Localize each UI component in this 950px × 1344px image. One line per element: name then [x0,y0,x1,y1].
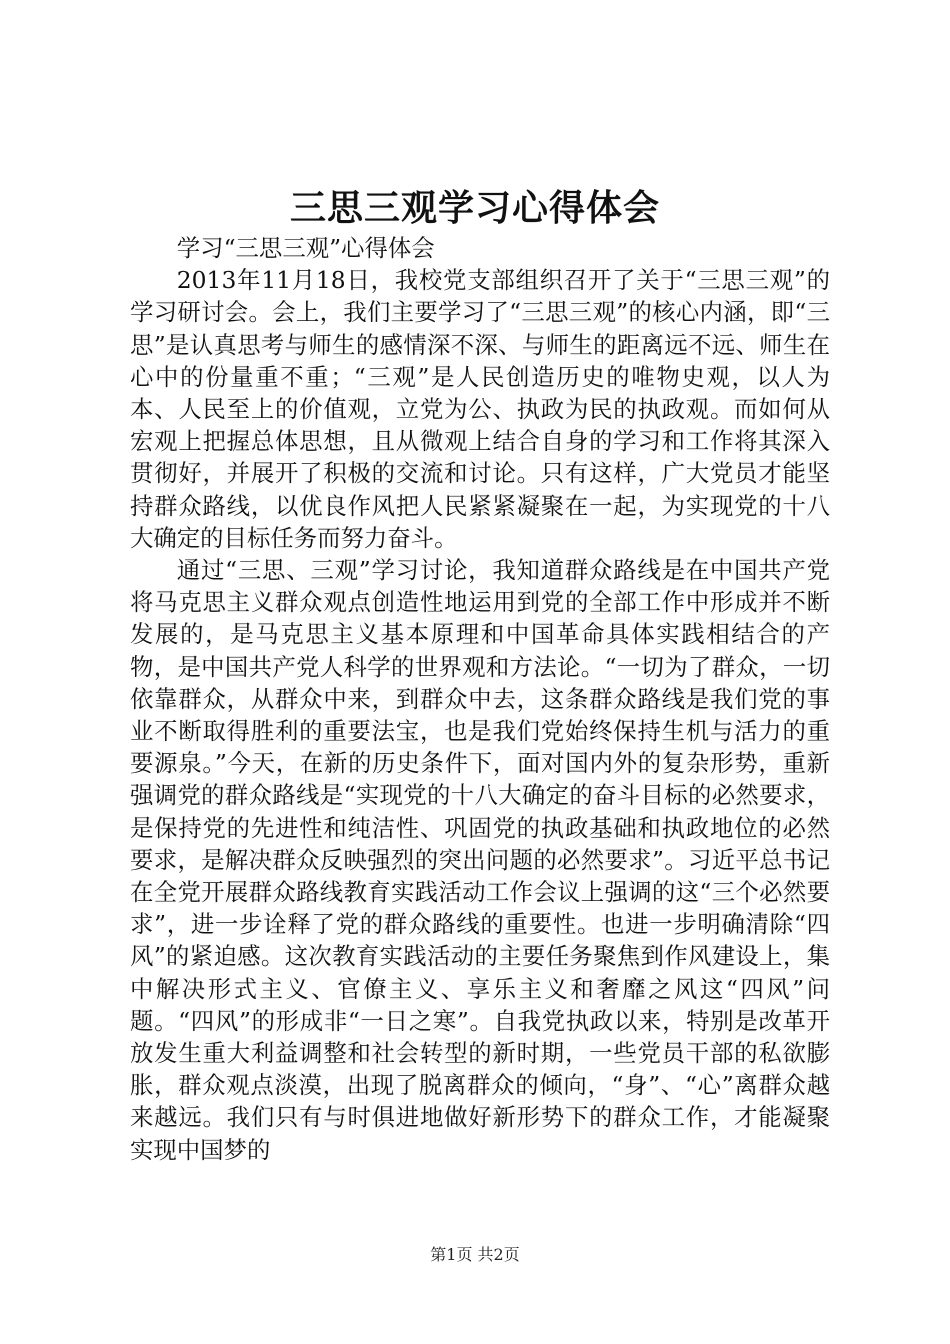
page-number-footer: 第1页 共2页 [430,1245,520,1264]
document-body [130,232,830,1166]
body-paragraph: 2013年11月18日，我校党支部组织召开了关于“三思三观”的学习研讨会。会上，我们主要学习了“三思三观”的核心内涵，即“三思”是认真思考与师生的感情深不深、与师生的距离远不远、师生在心中的份量重不重；“三观”是人民创造历史的唯物史观，以人为本、人民至上的价值观，立党为公、执政为民的执政观。而如何从宏观上把握总体思想，且从微观上结合自身的学习和工作将其深入贯彻好，并展开了积极的交流和讨论。只有这样，广大党员才能坚持群众路线，以优良作风把人民紧紧凝聚在一起，为实现党的十八大确定的目标任务而努力奋斗。 [130,266,830,552]
subtitle-paragraph: 学习“三思三观”心得体会 [176,234,435,262]
document-title: 三思三观学习心得体会 [289,187,660,229]
body-paragraph: 通过“三思、三观”学习讨论，我知道群众路线是在中国共产党将马克思主义群众观点创造性地运用到党的全部工作中形成并不断发展的，是马克思主义基本原理和中国革命具体实践相结合的产物，是中国共产党人科学的世界观和方法论。“一切为了群众，一切依靠群众，从群众中来，到群众中去，这条群众路线是我们党的事业不断取得胜利的重要法宝，也是我们党始终保持生机与活力的重要源泉。”今天，在新的历史条件下，面对国内外的复杂形势，重新强调党的群众路线是“实现党的十八大确定的奋斗目标的必然要求，是保持党的先进性和纯洁性、巩固党的执政基础和执政地位的必然要求，是解决群众反映强烈的突出问题的必然要求”。习近平总书记在全党开展群众路线教育实践活动工作会议上强调的这“三个必然要求”，进一步诠释了党的群众路线的重要性。也进一步明确清除“四风”的紧迫感。这次教育实践活动的主要任务聚焦到作风建设上，集中解决形式主义、官僚主义、享乐主义和奢靡之风这“四风”问题。“四风”的形成非“一日之寒”。自我党执政以来，特别是改革开放发生重大利益调整和社会转型的新时期，一些党员干部的私欲膨胀，群众观点淡漠，出现了脱离群众的倾向，“身”、“心”离群众越来越远。我们只有与时俱进地做好新形势下的群众工作，才能凝聚实现中国梦的 [130,556,830,1164]
